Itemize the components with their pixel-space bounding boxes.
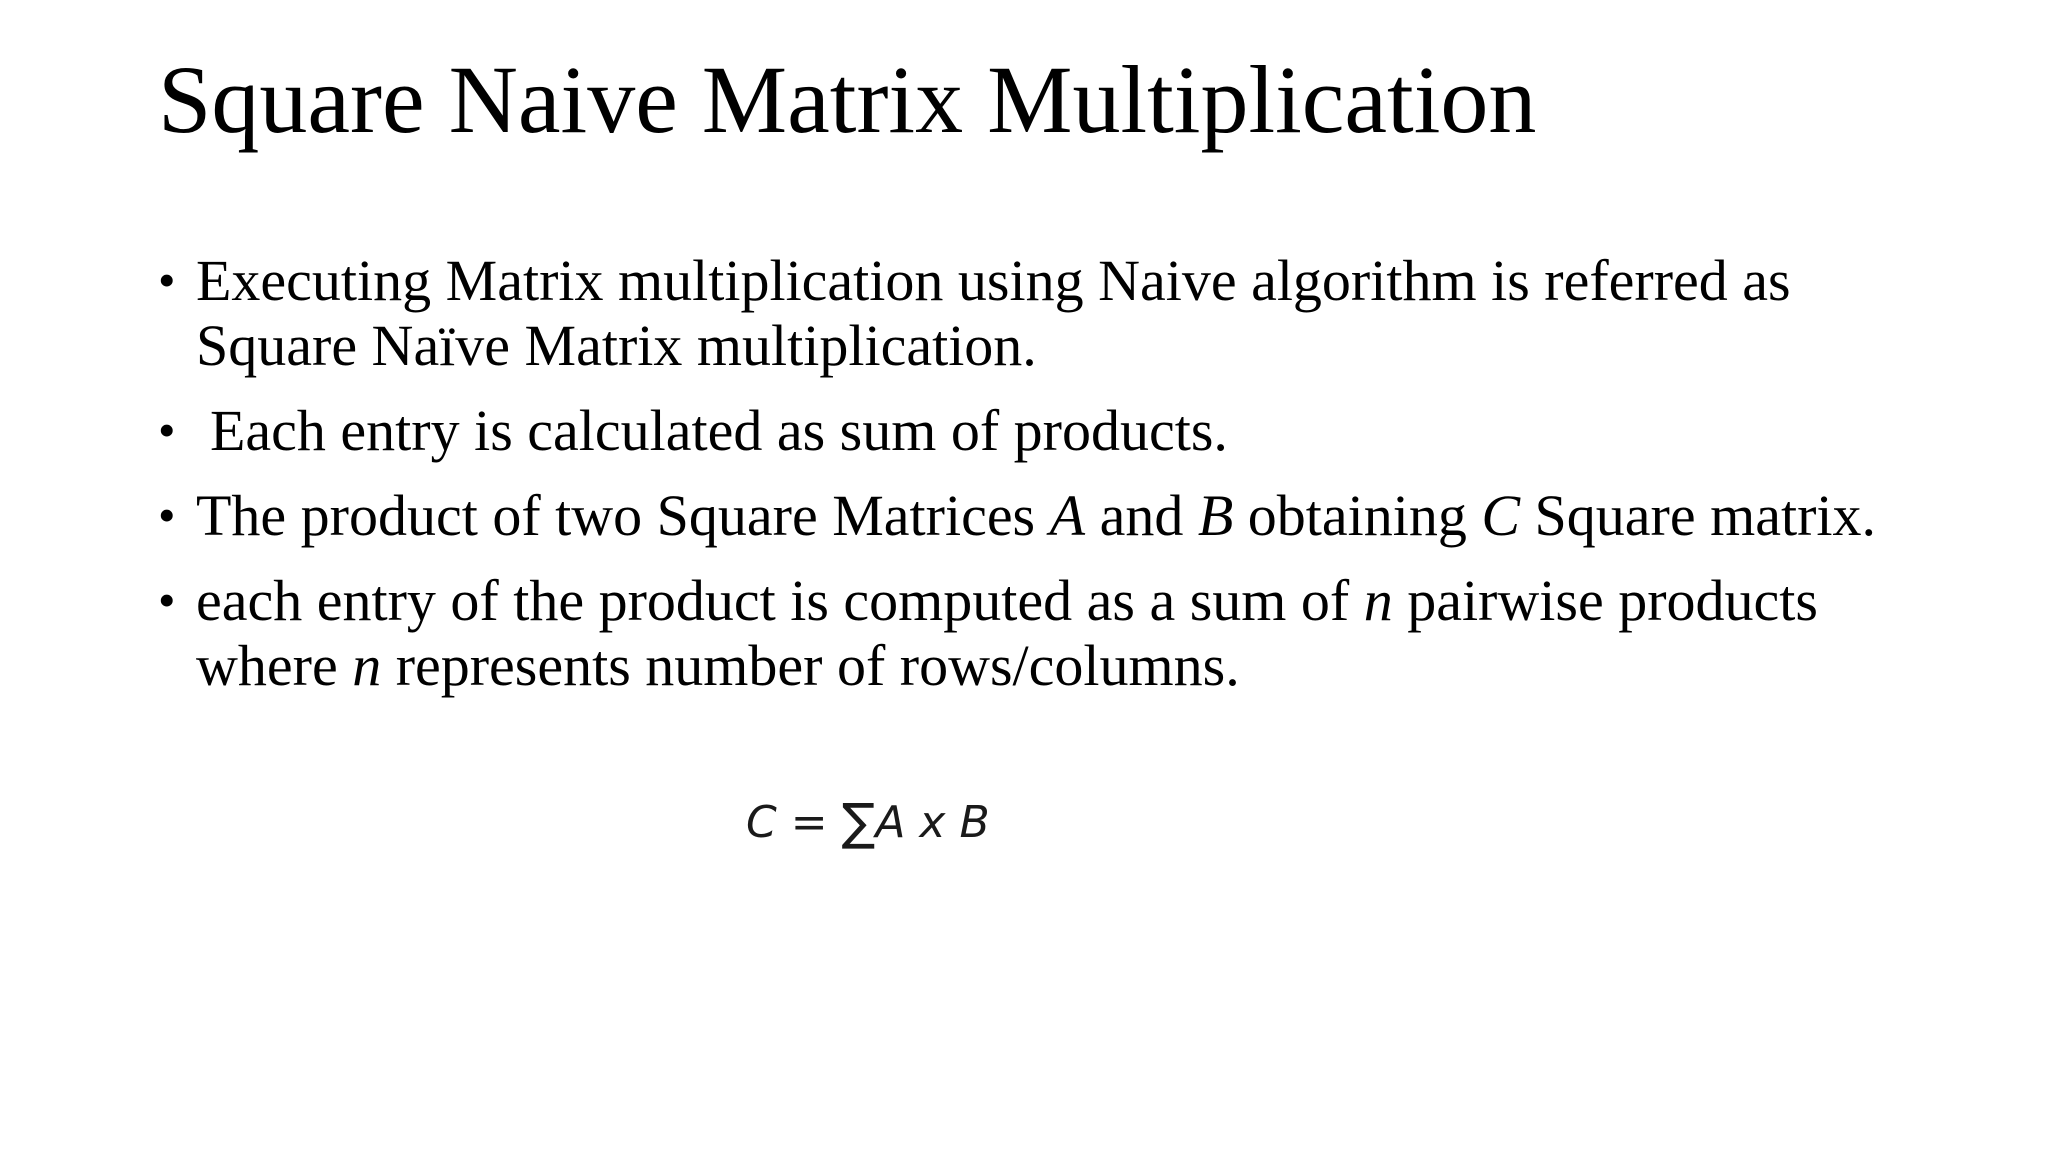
sigma-icon: ∑ (841, 793, 876, 851)
variable-n: n (352, 633, 382, 698)
bullet-text: Each entry is calculated as sum of products. (210, 398, 1228, 463)
text-segment: Square matrix. (1520, 483, 1877, 548)
formula-equals: = (790, 797, 828, 848)
text-segment: represents number of rows/columns. (381, 633, 1240, 698)
formula-a: A (875, 797, 906, 848)
variable-n: n (1363, 568, 1393, 633)
formula-b: B (959, 797, 990, 848)
text-segment: pairwise products where (196, 568, 1818, 698)
bullet-item (158, 398, 1918, 463)
bullet-text: Executing Matrix multiplication using Naive algorithm is referred as Square Naïve Matrix multiplication. (196, 248, 1791, 378)
bullet-item (158, 248, 1918, 378)
text-segment: each entry of the product is computed as a sum of (196, 568, 1364, 633)
bullet-item (158, 483, 1918, 548)
bullet-text (196, 483, 1876, 548)
bullet-list (158, 248, 1918, 718)
text-segment: The product of two Square Matrices (196, 483, 1050, 548)
formula-times: x (919, 797, 946, 848)
bullet-icon: • (158, 487, 176, 543)
bullet-text (196, 568, 1818, 698)
variable-b: B (1197, 483, 1234, 548)
variable-c: C (1481, 483, 1521, 548)
bullet-icon: • (158, 572, 176, 628)
bullet-item (158, 568, 1918, 698)
bullet-icon: • (158, 252, 176, 308)
text-segment: and (1085, 483, 1198, 548)
bullet-icon: • (158, 402, 176, 458)
variable-a: A (1049, 483, 1086, 548)
formula-c: C (746, 797, 777, 848)
formula (746, 792, 990, 851)
slide-title: Square Naive Matrix Multiplication (158, 46, 1537, 153)
text-segment: obtaining (1233, 483, 1482, 548)
